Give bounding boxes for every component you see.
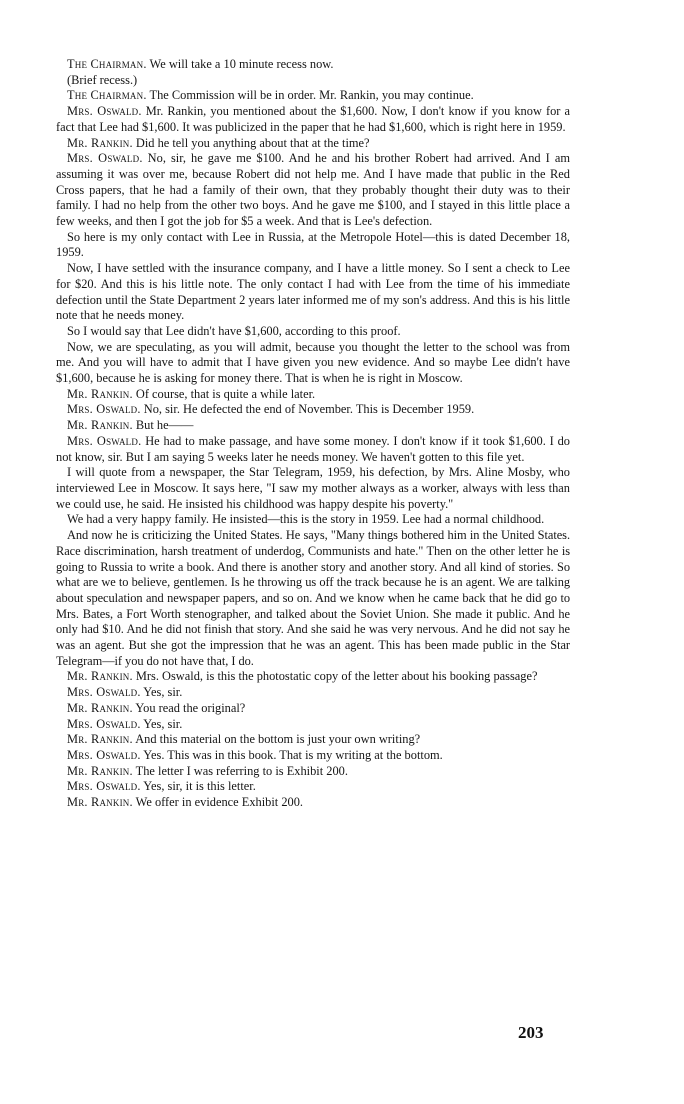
paragraph xyxy=(56,779,570,795)
speaker-name: Mrs. Oswald. xyxy=(67,716,141,731)
paragraph-text: Did he tell you anything about that at the time? xyxy=(132,135,370,150)
speaker-name: The Chairman. xyxy=(67,88,147,103)
paragraph xyxy=(56,88,570,104)
speaker-name: Mrs. Oswald. xyxy=(67,402,141,417)
speaker-name: Mr. Rankin. xyxy=(67,669,133,684)
paragraph-text: Yes. This was in this book. That is my writing at the bottom. xyxy=(140,747,443,762)
speaker-name: Mrs. Oswald. xyxy=(67,433,142,448)
paragraph xyxy=(56,434,570,465)
paragraph xyxy=(56,418,570,434)
paragraph xyxy=(56,402,570,418)
paragraph xyxy=(56,795,570,811)
speaker-name: Mr. Rankin. xyxy=(67,795,133,810)
paragraph xyxy=(56,465,570,512)
paragraph-text: And this material on the bottom is just your own writing? xyxy=(132,732,421,747)
paragraph xyxy=(56,151,570,230)
paragraph xyxy=(56,701,570,717)
speaker-name: Mr. Rankin. xyxy=(67,135,133,150)
speaker-name: Mr. Rankin. xyxy=(67,763,133,778)
paragraph-text: We will take a 10 minute recess now. xyxy=(146,57,334,71)
paragraph-text: Yes, sir, it is this letter. xyxy=(140,779,256,794)
speaker-name: Mr. Rankin. xyxy=(67,386,133,401)
paragraph-text: Now, we are speculating, as you will admit, because you thought the letter to the school was from me. And you will have to admit that I have given you new evidence. And so maybe Lee didn't have $1,600, because he is asking for money there. That is when he is right in Moscow. xyxy=(56,339,570,386)
paragraph-text: So I would say that Lee didn't have $1,600, according to this proof. xyxy=(67,323,401,338)
speaker-name: Mrs. Oswald. xyxy=(67,151,143,166)
paragraph xyxy=(56,387,570,403)
paragraph-text: So here is my only contact with Lee in Russia, at the Metropole Hotel—this is dated December 18, 1959. xyxy=(56,229,570,260)
page-number: 203 xyxy=(518,1023,544,1042)
speaker-name: Mr. Rankin. xyxy=(67,418,133,433)
paragraph xyxy=(56,764,570,780)
paragraph xyxy=(56,136,570,152)
paragraph-text: But he—— xyxy=(132,418,194,433)
paragraph-text: You read the original? xyxy=(132,700,246,715)
paragraph-text: (Brief recess.) xyxy=(67,72,138,87)
paragraph xyxy=(56,230,570,261)
paragraph xyxy=(56,324,570,340)
speaker-name: Mrs. Oswald. xyxy=(67,747,141,762)
speaker-name: Mr. Rankin. xyxy=(67,700,133,715)
paragraph xyxy=(56,57,570,73)
paragraph-text: Mr. Rankin, you mentioned about the $1,600. Now, I don't know if you know for a fact that Lee had $1,600. It was publicized in the paper that he had $1,600, which is right here in 1959. xyxy=(56,104,570,134)
paragraph-text: We offer in evidence Exhibit 200. xyxy=(132,795,304,810)
paragraph-text: He had to make passage, and have some money. I don't know if it took $1,600. I do not know, sir. But I am saying 5 weeks later he needs money. We haven't gotten to this file yet. xyxy=(56,433,570,464)
speaker-name: Mrs. Oswald. xyxy=(67,779,141,794)
paragraph-text: Mrs. Oswald, is this the photostatic copy of the letter about his booking passage? xyxy=(132,669,538,684)
paragraph-text: Yes, sir. xyxy=(140,685,183,700)
paragraph-text: I will quote from a newspaper, the Star Telegram, 1959, his defection, by Mrs. Aline Mosby, who interviewed Lee in Moscow. It says here, "I saw my mother always as a worker, always with less than we could use, he said. He insisted his childhood was happy despite his poverty." xyxy=(56,465,570,511)
paragraph xyxy=(56,669,570,685)
paragraph-text: Now, I have settled with the insurance company, and I have a little money. So I sent a check to Lee for $20. And this is his little note. The only contact I had with Lee from the time of his immediate defection until the State Department 2 years later informed me of my son's address. And this is his little note that he needs money. xyxy=(56,261,570,323)
paragraph xyxy=(56,340,570,387)
speaker-name: Mr. Rankin. xyxy=(67,732,133,747)
speaker-name: Mrs. Oswald. xyxy=(67,685,141,700)
paragraph-text: Yes, sir. xyxy=(140,716,183,731)
paragraph xyxy=(56,717,570,733)
paragraph xyxy=(56,732,570,748)
paragraph-text: Of course, that is quite a while later. xyxy=(132,386,316,401)
paragraph-text: We had a very happy family. He insisted—this is the story in 1959. Lee had a normal childhood. xyxy=(67,512,545,527)
paragraph xyxy=(56,748,570,764)
paragraph xyxy=(56,261,570,324)
paragraph-text: No, sir, he gave me $100. And he and his brother Robert had arrived. And I am assuming it was over me, because Robert did not help me. And I have made that public in the Red Cross papers, that he had a family of their own, that they probably thought their duty was to their family. I had no help from the other two boys. And he gave me $100, and I stayed in this little place a few weeks, and then I got the job for $5 a week. And that is Lee's defection. xyxy=(56,151,570,229)
paragraph xyxy=(56,73,570,89)
paragraph xyxy=(56,512,570,528)
transcript-page xyxy=(56,57,570,811)
speaker-name: The Chairman. xyxy=(67,57,147,71)
paragraph-text: And now he is criticizing the United States. He says, "Many things bothered him in the United States. Race discrimination, harsh treatment of underdog, Communists and hate." Then on the other letter he is going to Russia to write a book. And there is another story and another story. And all kind of stories. So what are we to believe, gentlemen. Is he throwing us off the track because he is an agent. We are talking about speculation and newspaper papers, and so on. And we know when he came back that he did go to Mrs. Bates, a Fort Worth stenographer, and talked about the Soviet Union. She made it public. And he only had $10. And he did not finish that story. And she said he was very nervous. And he did not say he was an agent. But she got the impression that he was an agent. This has been made public in the Star Telegram—if you do not have that, I do. xyxy=(56,528,570,668)
paragraph xyxy=(56,104,570,135)
paragraph xyxy=(56,685,570,701)
paragraph-text: The Commission will be in order. Mr. Rankin, you may continue. xyxy=(146,88,474,103)
paragraph-text: The letter I was referring to is Exhibit 200. xyxy=(132,763,348,778)
paragraph-text: No, sir. He defected the end of November. This is December 1959. xyxy=(140,402,475,417)
speaker-name: Mrs. Oswald. xyxy=(67,104,142,119)
paragraph xyxy=(56,528,570,669)
